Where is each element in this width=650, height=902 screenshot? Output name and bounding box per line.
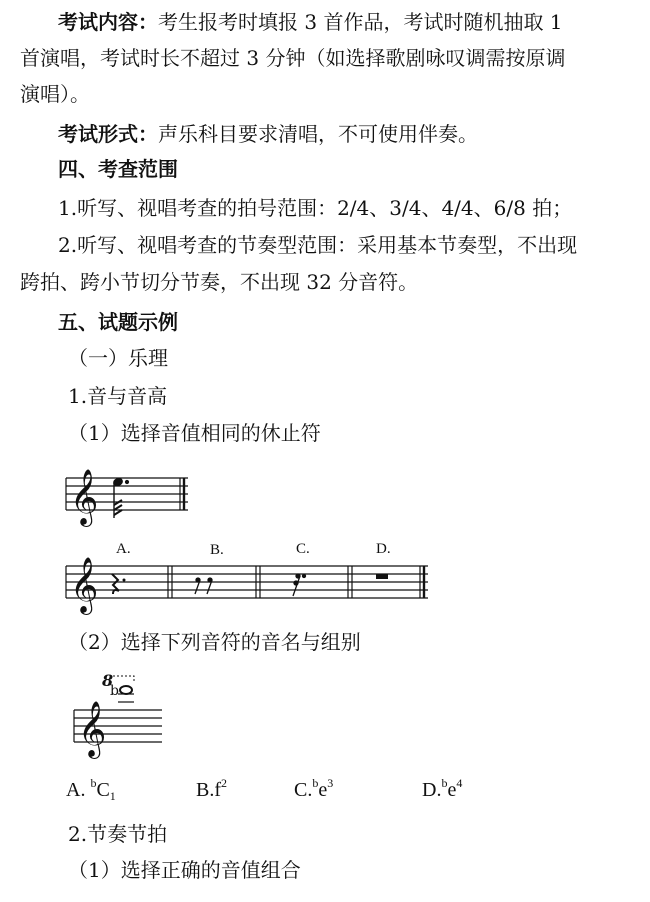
- question-2: （2）选择下列音符的音名与组别: [68, 630, 361, 654]
- answer-d: $D.^be^4$: [422, 776, 463, 801]
- ottava-bracket: [113, 676, 134, 682]
- option-c-rest-icon: [293, 574, 306, 596]
- whole-note-icon: [120, 686, 132, 694]
- answer-b: $B.f^2$: [196, 776, 228, 801]
- treble-clef-icon: 𝄞: [70, 557, 99, 613]
- option-label-c: C.: [296, 541, 310, 557]
- section-4-item-2-line-2: 跨拍、跨小节切分节奏，不出现 32 分音符。: [20, 270, 419, 294]
- exam-content-text-1: 考生报考时填报 3 首作品，考试时随机抽取 1: [158, 10, 563, 34]
- exam-content-label: 考试内容：: [58, 10, 158, 34]
- exam-content-line-3: 演唱）。: [20, 82, 90, 106]
- treble-clef-icon: 𝄞: [78, 701, 107, 757]
- answer-c: $C.^be^3$: [294, 776, 334, 801]
- exam-form-label: 考试形式：: [58, 122, 158, 146]
- option-a-rest-icon: [112, 574, 126, 594]
- exam-form-text: 声乐科目要求清唱，不可使用伴奏。: [158, 122, 478, 146]
- topic-rhythm: 2.节奏节拍: [68, 822, 168, 846]
- option-label-a: A.: [116, 541, 131, 557]
- thirty-second-note-icon: [113, 477, 129, 518]
- option-label-b: B.: [210, 542, 224, 558]
- section-5-heading: 五、试题示例: [58, 310, 178, 334]
- treble-clef-icon: 𝄞: [70, 469, 99, 525]
- subsection-music-theory: （一）乐理: [68, 346, 168, 370]
- exam-content-line-2: 首演唱，考试时长不超过 3 分钟（如选择歌剧咏叹调需按原调: [20, 46, 566, 70]
- section-4-item-2-line-1: 2.听写、视唱考查的节奏型范围：采用基本节奏型，不出现: [58, 233, 578, 257]
- question-1: （1）选择音值相同的休止符: [68, 421, 321, 445]
- topic-pitch: 1.音与音高: [68, 384, 168, 408]
- section-4-heading: 四、考查范围: [58, 157, 178, 181]
- option-label-d: D.: [376, 541, 391, 557]
- staff-rest-options: [66, 566, 428, 598]
- answer-a: A. $^bC_1$: [66, 776, 116, 803]
- option-d-rest-icon: [376, 574, 388, 579]
- ottava-mark: 8: [102, 671, 114, 690]
- option-b-rest-icon: [195, 578, 212, 594]
- flat-sign-icon: b: [110, 683, 119, 699]
- question-3: （1）选择正确的音值组合: [68, 858, 301, 882]
- section-4-item-1: 1.听写、视唱考查的拍号范围：2/4、3/4、4/4、6/8 拍；: [58, 196, 573, 220]
